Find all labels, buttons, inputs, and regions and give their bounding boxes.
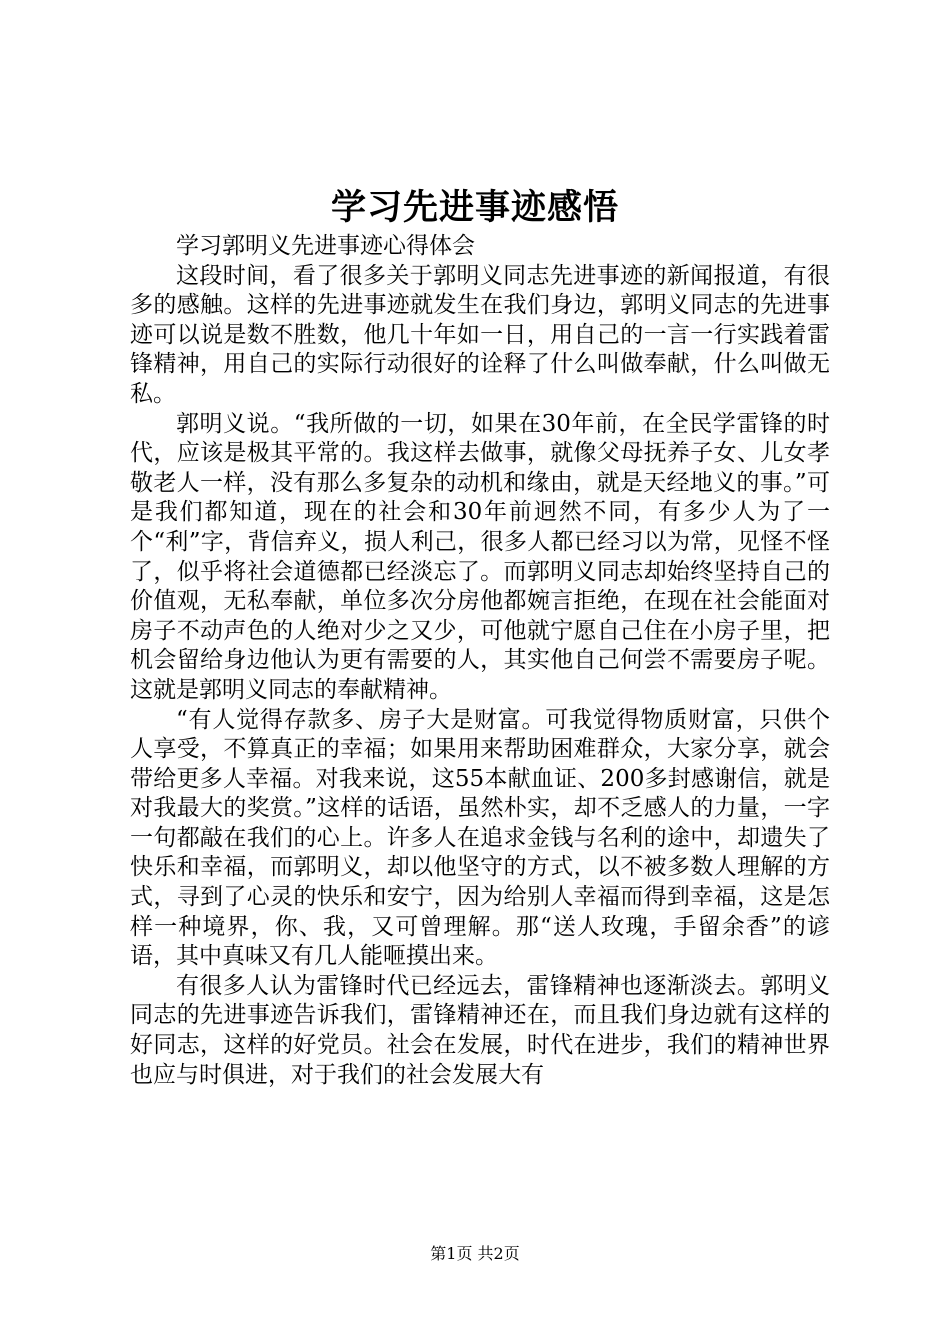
body-paragraph: 这段时间，看了很多关于郭明义同志先进事迹的新闻报道，有很多的感触。这样的先进事迹就发生在我们身边，郭明义同志的先进事迹可以说是数不胜数，他几十年如一日，用自己的一言一行实践着雷锋精神，用自己的实际行动很好的诠释了什么叫做奉献，什么叫做无私。: [130, 262, 830, 407]
body-paragraph: 有很多人认为雷锋时代已经远去，雷锋精神也逐渐淡去。郭明义同志的先进事迹告诉我们，雷锋精神还在，而且我们身边就有这样的好同志，这样的好党员。社会在发展，时代在进步，我们的精神世界也应与时俱进，对于我们的社会发展大有: [130, 972, 830, 1088]
document-title: 学习先进事迹感悟: [330, 187, 619, 228]
page-number-footer: 第1页 共2页: [430, 1244, 520, 1263]
document-body: [130, 232, 830, 1090]
body-paragraph: 郭明义说。“我所做的一切，如果在30年前，在全民学雷锋的时代，应该是极其平常的。我这样去做事，就像父母抚养子女、儿女孝敬老人一样，没有那么多复杂的动机和缘由，就是天经地义的事。”可是我们都知道，现在的社会和30年前迥然不同，有多少人为了一个“利”字，背信弃义，损人利己，很多人都已经习以为常，见怪不怪了，似乎将社会道德都已经淡忘了。而郭明义同志却始终坚持自己的价值观，无私奉献，单位多次分房他都婉言拒绝，在现在社会能面对房子不动声色的人绝对少之又少，可他就宁愿自己住在小房子里，把机会留给身边他认为更有需要的人，其实他自己何尝不需要房子呢。这就是郭明义同志的奉献精神。: [130, 410, 830, 703]
body-paragraph: 学习郭明义先进事迹心得体会: [176, 233, 475, 259]
body-paragraph: “有人觉得存款多、房子大是财富。可我觉得物质财富，只供个人享受，不算真正的幸福；如果用来帮助困难群众，大家分享，就会带给更多人幸福。对我来说，这55本献血证、200多封感谢信，就是对我最大的奖赏。”这样的话语，虽然朴实，却不乏感人的力量，一字一句都敲在我们的心上。许多人在追求金钱与名利的途中，却遗失了快乐和幸福，而郭明义，却以他坚守的方式，以不被多数人理解的方式，寻到了心灵的快乐和安宁，因为给别人幸福而得到幸福，这是怎样一种境界，你、我，又可曾理解。那“送人玫瑰，手留余香”的谚语，其中真味又有几人能咂摸出来。: [130, 706, 830, 970]
